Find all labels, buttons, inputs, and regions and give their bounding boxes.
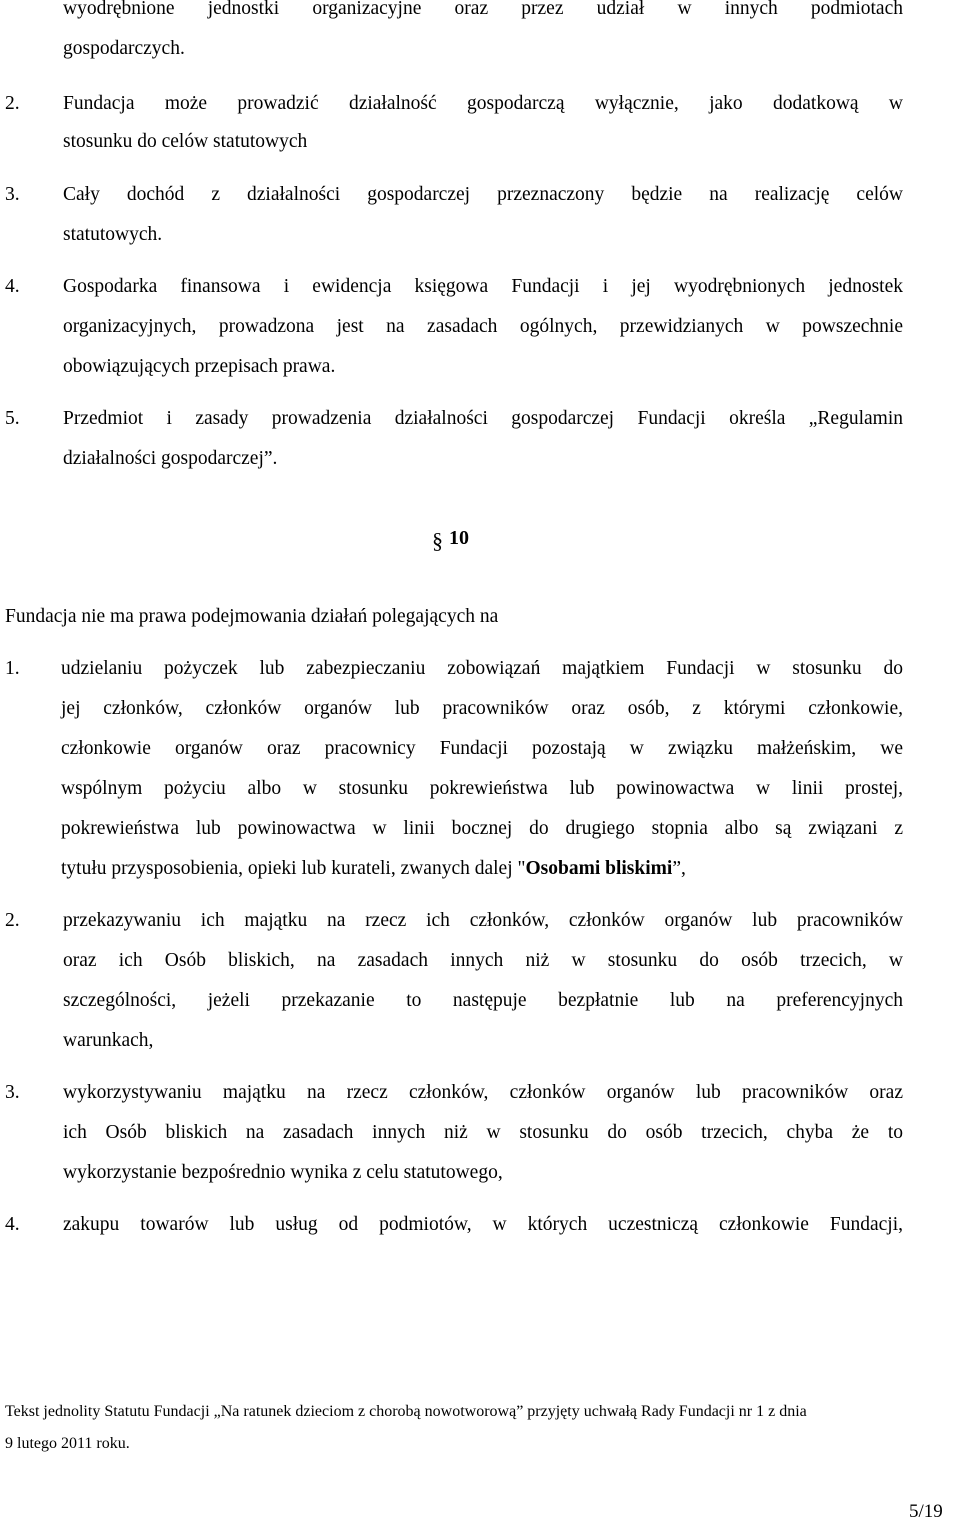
intro-text: Fundacja nie ma prawa podejmowania działań polegających na [5,606,499,627]
list-item-line: statutowych. [63,224,163,245]
section-number: 10 [449,527,469,549]
list-number: 2. [5,910,20,931]
list-item-line: działalności gospodarczej”. [63,448,278,469]
list-item-line: warunkach, [63,1030,154,1051]
list-item-line: jej członków, członków organów lub pracowników oraz osób, z którymi członkowie, [61,698,903,719]
section-symbol: § [432,528,443,553]
list-item-line: Gospodarka finansowa i ewidencja księgowa Fundacji i jej wyodrębnionych jednostek [63,276,903,297]
section-heading [432,523,469,552]
list-item-line: Cały dochód z działalności gospodarczej przeznaczony będzie na realizację celów [63,184,903,205]
paragraph-line: wyodrębnione jednostki organizacyjne oraz przez udział w innych podmiotach [63,0,903,19]
list-item-line: oraz ich Osób bliskich, na zasadach innych niż w stosunku do osób trzecich, w [63,950,903,971]
page-number: 5/19 [909,1501,943,1522]
list-item-line: Fundacja może prowadzić działalność gospodarczą wyłącznie, jako dodatkową w [63,93,903,114]
list-item-line: ich Osób bliskich na zasadach innych niż w stosunku do osób trzecich, chyba że to [63,1122,903,1143]
list-item-line: udzielaniu pożyczek lub zabezpieczaniu zobowiązań majątkiem Fundacji w stosunku do [61,658,903,679]
list-item-line: wspólnym pożyciu albo w stosunku pokrewieństwa lub powinowactwa w linii prostej, [61,778,903,799]
list-item-line: szczególności, jeżeli przekazanie to następuje bezpłatnie lub na preferencyjnych [63,990,903,1011]
list-number: 3. [5,184,20,205]
list-item-line: członkowie organów oraz pracownicy Fundacji pozostają w związku małżeńskim, we [61,738,903,759]
list-number: 1. [5,658,20,679]
footer-text: 9 lutego 2011 roku. [5,1435,130,1452]
list-number: 4. [5,276,20,297]
footer-text: Tekst jednolity Statutu Fundacji „Na ratunek dzieciom z chorobą nowotworową” przyjęty uchwałą Rady Fundacji nr 1 z dnia [5,1403,807,1420]
list-item-line: organizacyjnych, prowadzona jest na zasadach ogólnych, przewidzianych w powszechnie [63,316,903,337]
list-item-line: wykorzystanie bezpośrednio wynika z celu statutowego, [63,1162,503,1183]
text-segment: tytułu przysposobienia, opieki lub kurateli, zwanych dalej " [61,858,526,879]
list-item-line: wykorzystywaniu majątku na rzecz członków, członków organów lub pracowników oraz [63,1082,903,1103]
list-number: 5. [5,408,20,429]
list-item-line: przekazywaniu ich majątku na rzecz ich członków, członków organów lub pracowników [63,910,903,931]
list-number: 4. [5,1214,20,1235]
list-number: 2. [5,93,20,114]
list-item-line: zakupu towarów lub usług od podmiotów, w których uczestniczą członkowie Fundacji, [63,1214,903,1235]
list-item-line: stosunku do celów statutowych [63,131,308,152]
list-item-line: obowiązujących przepisach prawa. [63,356,336,377]
defined-term: Osobami bliskimi [525,858,673,879]
text-segment: ”, [672,858,686,879]
list-number: 3. [5,1082,20,1103]
list-item-line: pokrewieństwa lub powinowactwa w linii bocznej do drugiego stopnia albo są związani z [61,818,903,839]
paragraph-line: gospodarczych. [63,38,185,59]
list-item-line [61,857,686,881]
list-item-line: Przedmiot i zasady prowadzenia działalności gospodarczej Fundacji określa „Regulamin [63,408,903,429]
